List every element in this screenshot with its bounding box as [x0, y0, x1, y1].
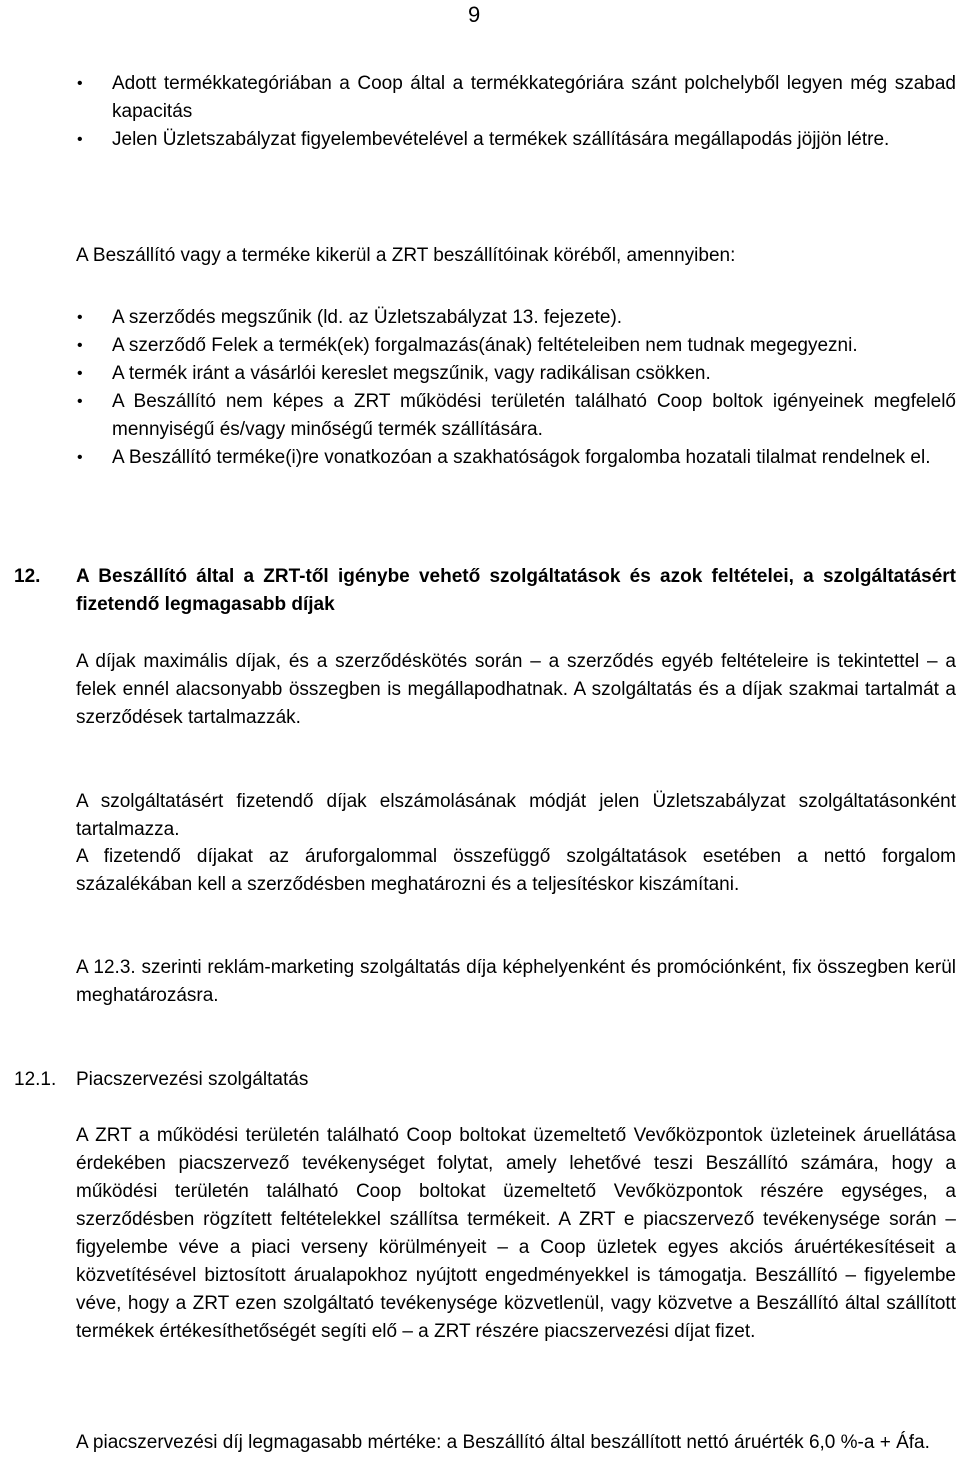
top-bullet-list: [76, 70, 956, 154]
section-number: 12.: [14, 566, 41, 587]
section-title: Piacszervezési szolgáltatás: [76, 1069, 309, 1090]
list-item: • A termék iránt a vásárlói kereslet megszűnik, vagy radikálisan csökken.: [76, 360, 956, 388]
list-item: • Adott termékkategóriában a Coop által a termékkategóriára szánt polchelyből legyen még szabad kapacitás: [76, 70, 956, 126]
section-12-1-heading: [14, 1066, 954, 1094]
paragraph: A szolgáltatásért fizetendő díjak elszámolásának módját jelen Üzletszabályzat szolgáltatásonként tartalmazza.: [76, 791, 956, 840]
page-number: 9: [468, 2, 481, 27]
list-item: • A szerződés megszűnik (ld. az Üzletszabályzat 13. fejezete).: [76, 304, 956, 332]
paragraph: A fizetendő díjakat az áruforgalommal összefüggő szolgáltatások esetében a nettó forgalom százalékában kell a szerződésben meghatározni és a teljesítéskor kiszámítani.: [76, 846, 956, 895]
section-title: A Beszállító által a ZRT-től igénybe vehető szolgáltatások és azok feltételei, a szolgáltatásért fizetendő legmagasabb díjak: [76, 566, 956, 615]
paragraph: A ZRT a működési területén található Coop boltokat üzemeltető Vevőközpontok üzleteinek áruellátása érdekében piacszervező tevékenységet folytat, amely lehetővé teszi Beszállító számára, hogy a működési területén található Coop boltokat üzemeltető Vevőközpontok részére egységes, a szerződésben rögzített feltételekkel szállítsa termékeit. A ZRT e piacszervező tevékenysége során – figyelembe véve a piaci verseny körülményeit – a Coop üzletek egyes akciós áruértékesítéseit a közvetítésével biztosított árualapokhoz nyújtott engedményekkel is támogatja. Beszállító – figyelembe véve, hogy a ZRT ezen szolgáltató tevékenysége közvetlenül, vagy közvetve a Beszállító által szállított termékek értékesíthetőségét segíti elő – a ZRT részére piacszervezési díjat fizet.: [76, 1125, 956, 1342]
bullet-icon: •: [77, 337, 83, 354]
paragraph: A díjak maximális díjak, és a szerződéskötés során – a szerződés egyéb feltételeire is tekintettel – a felek ennél alacsonyabb összegben is megállapodhatnak. A szolgáltatás és a díjak szakmai tartalmát a szerződések tartalmazzák.: [76, 651, 956, 728]
bullet-icon: •: [77, 365, 83, 382]
bullet-icon: •: [77, 131, 83, 148]
paragraph: A 12.3. szerinti reklám-marketing szolgáltatás díja képhelyenként és promóciónként, fix összegben kerül meghatározásra.: [76, 957, 956, 1006]
bullet-icon: •: [77, 75, 83, 92]
list-item: • Jelen Üzletszabályzat figyelembevételével a termékek szállítására megállapodás jöjjön létre.: [76, 126, 956, 154]
bullet-icon: •: [77, 393, 83, 410]
section-12-heading: [14, 563, 956, 619]
exclusion-bullet-list: [76, 304, 956, 472]
list-item: • A Beszállító terméke(i)re vonatkozóan a szakhatóságok forgalomba hozatali tilalmat rendelnek el.: [76, 444, 956, 472]
section-number: 12.1.: [14, 1069, 57, 1090]
exclusion-intro: A Beszállító vagy a terméke kikerül a ZRT beszállítóinak köréből, amennyiben:: [76, 245, 736, 266]
list-item: • A Beszállító nem képes a ZRT működési területén található Coop boltok igényeinek megfelelő mennyiségű és/vagy minőségű termék szállítására.: [76, 388, 956, 444]
list-item: • A szerződő Felek a termék(ek) forgalmazás(ának) feltételeiben nem tudnak megegyezni.: [76, 332, 956, 360]
bullet-icon: •: [77, 309, 83, 326]
bullet-icon: •: [77, 449, 83, 466]
paragraph: A piacszervezési díj legmagasabb mértéke: a Beszállító által beszállított nettó áruérték 6,0 %-a + Áfa.: [76, 1432, 930, 1453]
